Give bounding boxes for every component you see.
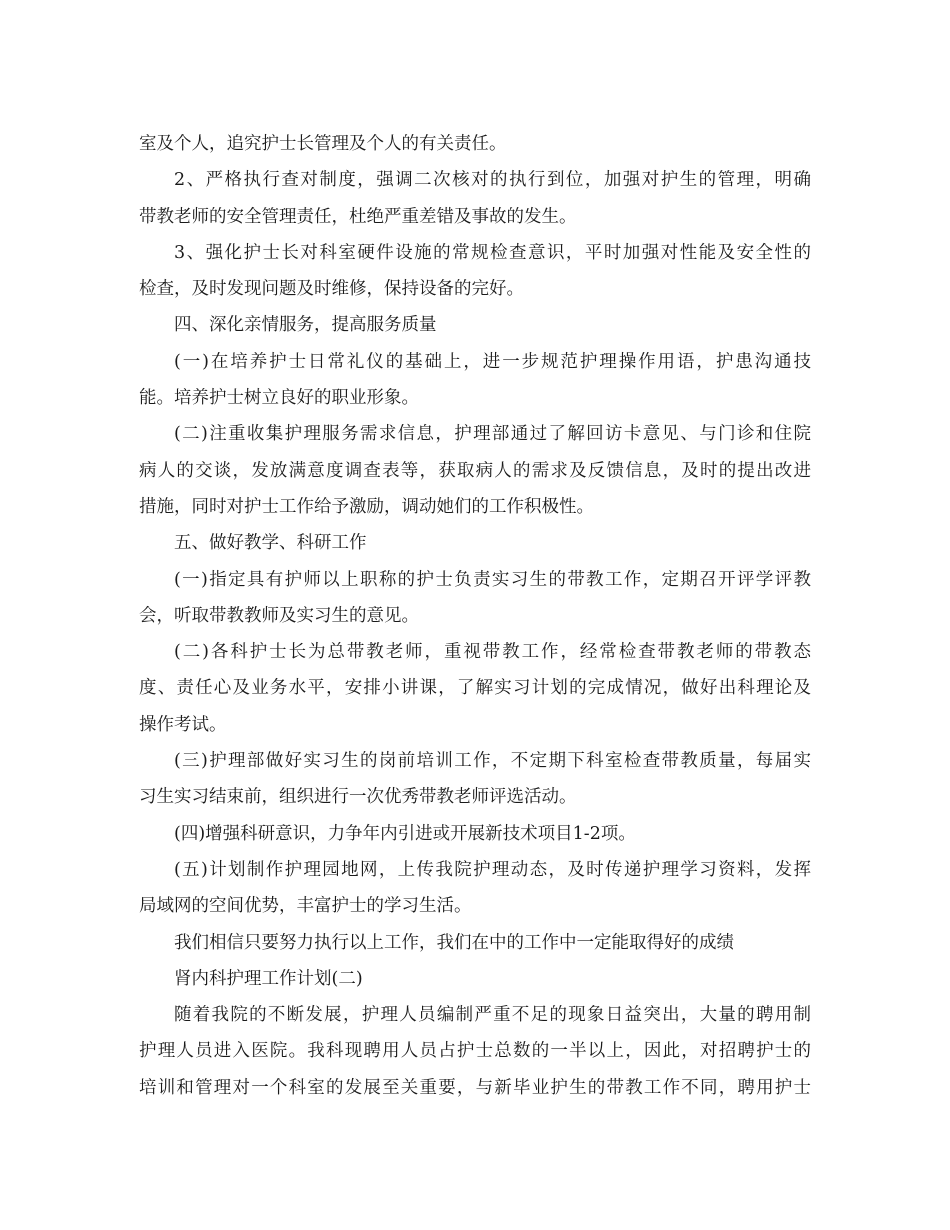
section-heading: 五、做好教学、科研工作 xyxy=(174,533,367,554)
text-line: 3、强化护士长对科室硬件设施的常规检查意识，平时加强对性能及安全性的 xyxy=(174,242,811,263)
text-line: 2、严格执行查对制度，强调二次核对的执行到位，加强对护生的管理，明确 xyxy=(174,170,811,191)
text-line: 室及个人，追究护士长管理及个人的有关责任。 xyxy=(139,134,507,154)
text-line: 习生实习结束前，组织进行一次优秀带教老师评选活动。 xyxy=(139,787,577,808)
text-line: (五)计划制作护理园地网，上传我院护理动态，及时传递护理学习资料，发挥 xyxy=(174,859,811,880)
section-heading: 四、深化亲情服务，提高服务质量 xyxy=(174,315,437,336)
section-heading: 肾内科护理工作计划(二) xyxy=(174,968,363,989)
text-line: 病人的交谈，发放满意度调查表等，获取病人的需求及反馈信息，及时的提出改进 xyxy=(139,460,811,481)
text-line: (二)各科护士长为总带教老师，重视带教工作，经常检查带教老师的带教态 xyxy=(174,642,811,663)
text-line: (一)指定具有护师以上职称的护士负责实习生的带教工作，定期召开评学评教 xyxy=(174,569,811,590)
text-line: (三)护理部做好实习生的岗前培训工作，不定期下科室检查带教质量，每届实 xyxy=(174,751,811,772)
text-line: 局域网的空间优势，丰富护士的学习生活。 xyxy=(139,896,472,917)
text-line: 随着我院的不断发展，护理人员编制严重不足的现象日益突出，大量的聘用制 xyxy=(174,1005,811,1026)
text-line: 检查，及时发现问题及时维修，保持设备的完好。 xyxy=(139,279,524,300)
text-line: 会，听取带教教师及实习生的意见。 xyxy=(139,605,419,626)
text-line: 我们相信只要努力执行以上工作，我们在中的工作中一定能取得好的成绩 xyxy=(174,932,734,953)
text-line: 操作考试。 xyxy=(139,714,227,735)
text-line: 培训和管理对一个科室的发展至关重要，与新毕业护生的带教工作不同，聘用护士 xyxy=(139,1077,811,1098)
text-line: 护理人员进入医院。我科现聘用人员占护士总数的一半以上，因此，对招聘护士的 xyxy=(139,1041,811,1062)
text-line: 能。培养护士树立良好的职业形象。 xyxy=(139,388,419,409)
text-line: 措施，同时对护士工作给予激励，调动她们的工作积极性。 xyxy=(139,496,594,517)
text-line: (四)增强科研意识，力争年内引进或开展新技术项目1-2项。 xyxy=(174,823,636,844)
text-line: (一)在培养护士日常礼仪的基础上，进一步规范护理操作用语，护患沟通技 xyxy=(174,351,811,372)
text-line: (二)注重收集护理服务需求信息，护理部通过了解回访卡意见、与门诊和住院 xyxy=(174,424,811,445)
document-body xyxy=(139,126,811,1106)
text-line: 带教老师的安全管理责任，杜绝严重差错及事故的发生。 xyxy=(139,206,577,227)
text-line: 度、责任心及业务水平，安排小讲课，了解实习计划的完成情况，做好出科理论及 xyxy=(139,678,811,699)
